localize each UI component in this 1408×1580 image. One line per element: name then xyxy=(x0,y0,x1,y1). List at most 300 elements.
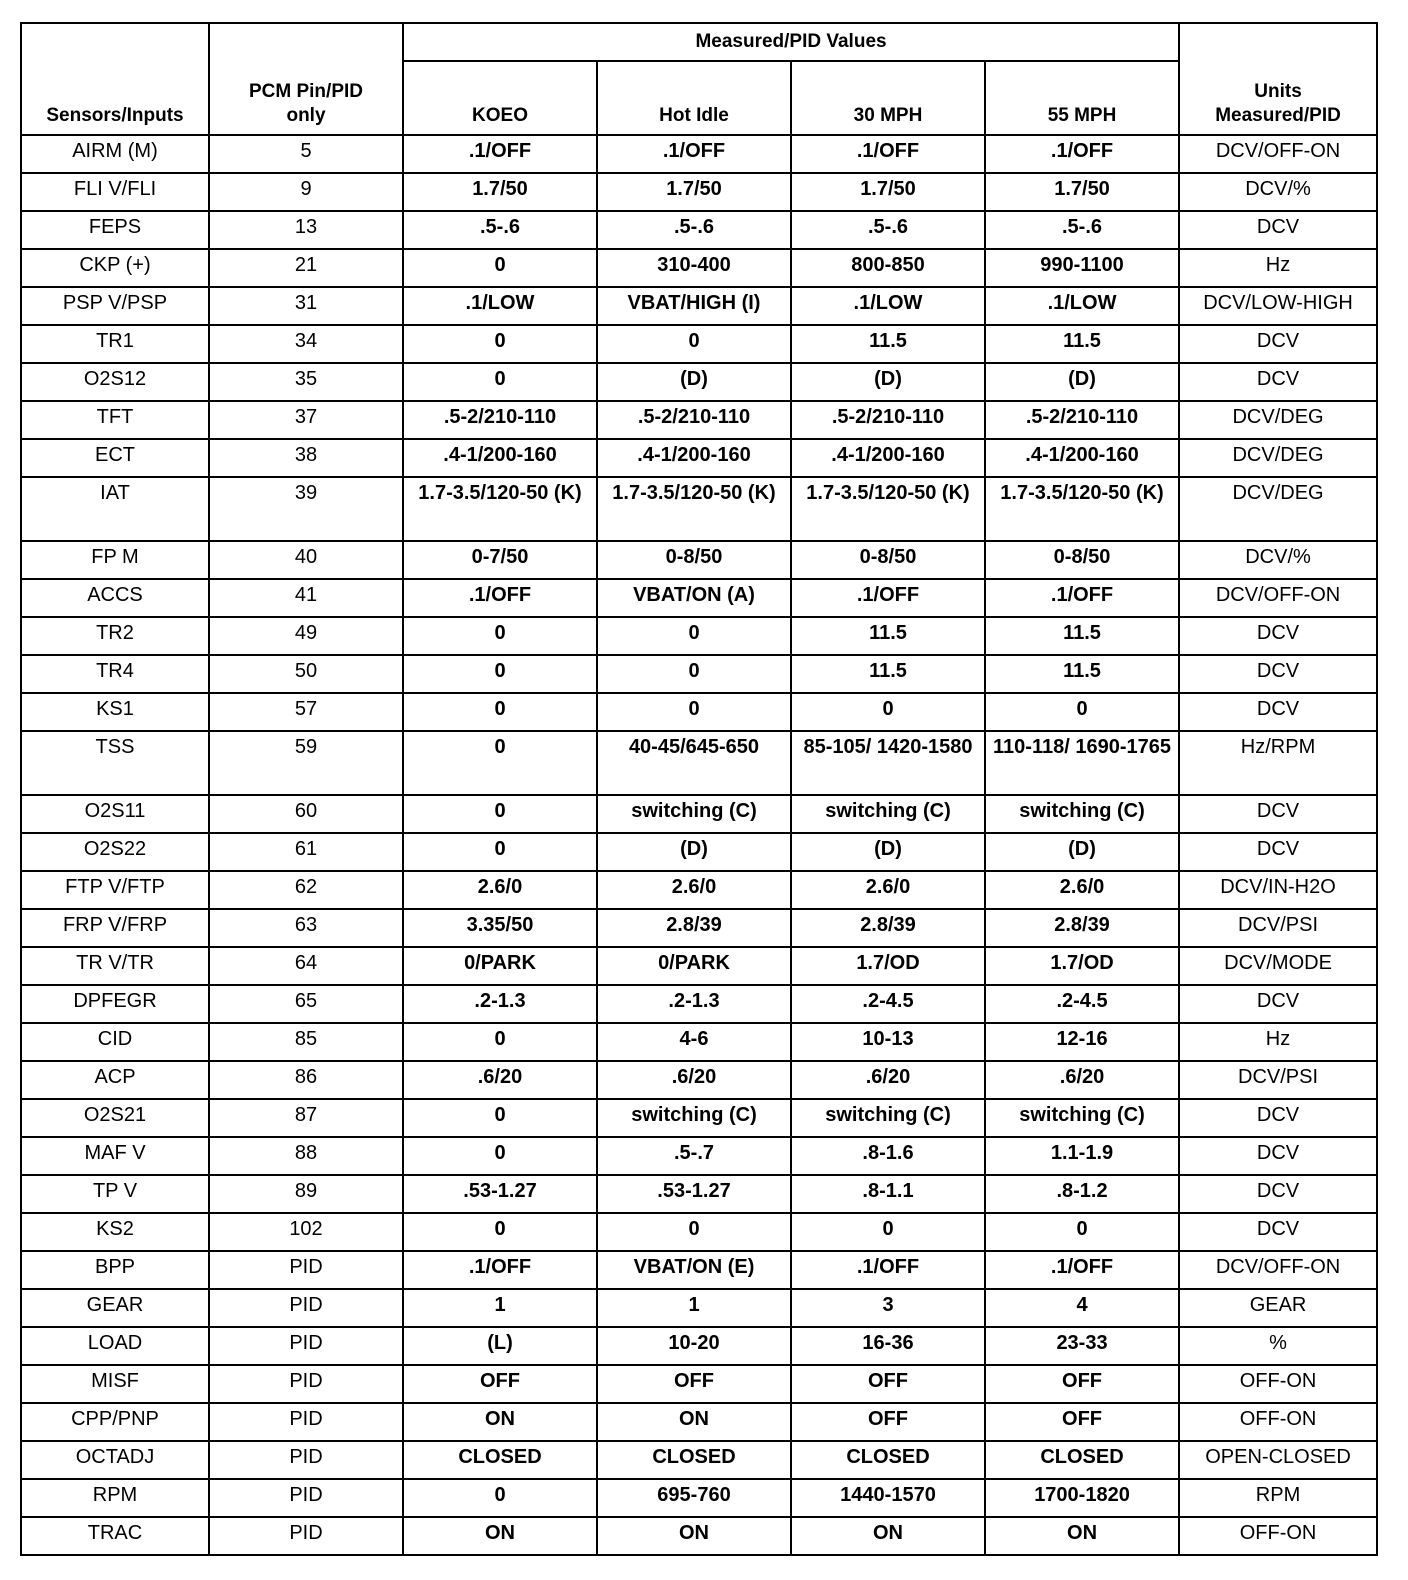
value-cell: .1/LOW xyxy=(403,287,597,325)
value-cell: 0 xyxy=(791,1213,985,1251)
value-cell: 40-45/645-650 xyxy=(597,731,791,795)
value-cell: 1.7-3.5/120-50 (K) xyxy=(985,477,1179,541)
sensor-cell: TR1 xyxy=(21,325,209,363)
value-cell: 2.6/0 xyxy=(985,871,1179,909)
value-cell: .6/20 xyxy=(597,1061,791,1099)
table-row xyxy=(21,1517,1377,1555)
pin-cell: 49 xyxy=(209,617,403,655)
table-row xyxy=(21,1023,1377,1061)
value-cell: 0 xyxy=(403,833,597,871)
value-cell: (D) xyxy=(597,363,791,401)
units-cell: DCV xyxy=(1179,325,1377,363)
value-cell: 1.1-1.9 xyxy=(985,1137,1179,1175)
pin-cell: 9 xyxy=(209,173,403,211)
sensor-cell: MAF V xyxy=(21,1137,209,1175)
value-cell: 0 xyxy=(403,1099,597,1137)
value-cell: (D) xyxy=(985,833,1179,871)
table-row xyxy=(21,363,1377,401)
value-cell: 0 xyxy=(597,1213,791,1251)
table-row xyxy=(21,1479,1377,1517)
table-row xyxy=(21,1175,1377,1213)
value-cell: 1 xyxy=(597,1289,791,1327)
value-cell: ON xyxy=(597,1403,791,1441)
value-cell: 0-8/50 xyxy=(791,541,985,579)
value-cell: 2.8/39 xyxy=(791,909,985,947)
value-cell: (D) xyxy=(985,363,1179,401)
pin-cell: 37 xyxy=(209,401,403,439)
units-cell: Hz xyxy=(1179,249,1377,287)
pin-cell: 41 xyxy=(209,579,403,617)
units-cell: Hz xyxy=(1179,1023,1377,1061)
table-row xyxy=(21,617,1377,655)
value-cell: .1/LOW xyxy=(791,287,985,325)
value-cell: .1/LOW xyxy=(985,287,1179,325)
value-cell: .5-.7 xyxy=(597,1137,791,1175)
sensor-cell: DPFEGR xyxy=(21,985,209,1023)
pin-cell: 5 xyxy=(209,135,403,173)
sensor-cell: TSS xyxy=(21,731,209,795)
table-row xyxy=(21,135,1377,173)
value-cell: .6/20 xyxy=(403,1061,597,1099)
units-cell: DCV/DEG xyxy=(1179,439,1377,477)
table-row xyxy=(21,655,1377,693)
units-cell: DCV/OFF-ON xyxy=(1179,135,1377,173)
value-cell: .8-1.1 xyxy=(791,1175,985,1213)
value-cell: .2-1.3 xyxy=(597,985,791,1023)
value-cell: .2-1.3 xyxy=(403,985,597,1023)
value-cell: switching (C) xyxy=(791,795,985,833)
value-cell: 1440-1570 xyxy=(791,1479,985,1517)
pin-cell: 60 xyxy=(209,795,403,833)
value-cell: switching (C) xyxy=(791,1099,985,1137)
value-cell: .5-.6 xyxy=(403,211,597,249)
pin-cell: 39 xyxy=(209,477,403,541)
value-cell: VBAT/ON (A) xyxy=(597,579,791,617)
sensor-cell: ACP xyxy=(21,1061,209,1099)
header-units xyxy=(1179,23,1377,135)
units-cell: DCV/OFF-ON xyxy=(1179,1251,1377,1289)
table-row xyxy=(21,1213,1377,1251)
value-cell: 1.7/50 xyxy=(403,173,597,211)
units-cell: OPEN-CLOSED xyxy=(1179,1441,1377,1479)
sensor-cell: FRP V/FRP xyxy=(21,909,209,947)
pin-cell: 57 xyxy=(209,693,403,731)
value-cell: 0 xyxy=(791,693,985,731)
units-cell: DCV/PSI xyxy=(1179,1061,1377,1099)
table-row xyxy=(21,1327,1377,1365)
value-cell: .1/OFF xyxy=(985,135,1179,173)
sensor-cell: CPP/PNP xyxy=(21,1403,209,1441)
sensor-cell: FLI V/FLI xyxy=(21,173,209,211)
pid-values-table xyxy=(20,22,1378,1556)
pin-cell: PID xyxy=(209,1517,403,1555)
value-cell: 110-118/ 1690-1765 xyxy=(985,731,1179,795)
header-pcm-pin xyxy=(209,23,403,135)
table-body xyxy=(21,135,1377,1555)
units-cell: OFF-ON xyxy=(1179,1365,1377,1403)
sensor-cell: FEPS xyxy=(21,211,209,249)
sensor-cell: TR4 xyxy=(21,655,209,693)
value-cell: 2.6/0 xyxy=(597,871,791,909)
value-cell: switching (C) xyxy=(597,1099,791,1137)
sensor-cell: OCTADJ xyxy=(21,1441,209,1479)
value-cell: 10-13 xyxy=(791,1023,985,1061)
units-cell: DCV xyxy=(1179,985,1377,1023)
value-cell: 1.7-3.5/120-50 (K) xyxy=(791,477,985,541)
sensor-cell: BPP xyxy=(21,1251,209,1289)
value-cell: (L) xyxy=(403,1327,597,1365)
sensor-cell: O2S12 xyxy=(21,363,209,401)
value-cell: 11.5 xyxy=(985,655,1179,693)
sensor-cell: PSP V/PSP xyxy=(21,287,209,325)
pin-cell: 40 xyxy=(209,541,403,579)
units-cell: DCV/% xyxy=(1179,173,1377,211)
table-row xyxy=(21,1403,1377,1441)
sensor-cell: RPM xyxy=(21,1479,209,1517)
sensor-cell: ECT xyxy=(21,439,209,477)
value-cell: 0 xyxy=(403,1479,597,1517)
pin-cell: 65 xyxy=(209,985,403,1023)
units-cell: DCV xyxy=(1179,617,1377,655)
value-cell: VBAT/HIGH (I) xyxy=(597,287,791,325)
value-cell: 12-16 xyxy=(985,1023,1179,1061)
table-row xyxy=(21,947,1377,985)
value-cell: 0 xyxy=(403,249,597,287)
pin-cell: 102 xyxy=(209,1213,403,1251)
pin-cell: PID xyxy=(209,1327,403,1365)
value-cell: .1/OFF xyxy=(791,1251,985,1289)
table-row xyxy=(21,795,1377,833)
sensor-cell: KS2 xyxy=(21,1213,209,1251)
header-55-mph: 55 MPH xyxy=(985,61,1179,135)
units-cell: DCV xyxy=(1179,1137,1377,1175)
value-cell: 1 xyxy=(403,1289,597,1327)
table-row xyxy=(21,1251,1377,1289)
table-row xyxy=(21,541,1377,579)
value-cell: 990-1100 xyxy=(985,249,1179,287)
value-cell: 1.7/50 xyxy=(791,173,985,211)
value-cell: 0 xyxy=(403,731,597,795)
pin-cell: 85 xyxy=(209,1023,403,1061)
value-cell: 2.8/39 xyxy=(597,909,791,947)
table-row xyxy=(21,693,1377,731)
value-cell: .4-1/200-160 xyxy=(791,439,985,477)
units-cell: DCV/OFF-ON xyxy=(1179,579,1377,617)
sensor-cell: IAT xyxy=(21,477,209,541)
value-cell: 0-8/50 xyxy=(597,541,791,579)
value-cell: 4 xyxy=(985,1289,1179,1327)
value-cell: 1.7/OD xyxy=(791,947,985,985)
value-cell: 2.6/0 xyxy=(791,871,985,909)
value-cell: .6/20 xyxy=(985,1061,1179,1099)
table-row xyxy=(21,1441,1377,1479)
units-cell: GEAR xyxy=(1179,1289,1377,1327)
units-cell: OFF-ON xyxy=(1179,1517,1377,1555)
value-cell: CLOSED xyxy=(985,1441,1179,1479)
value-cell: 0-8/50 xyxy=(985,541,1179,579)
value-cell: ON xyxy=(597,1517,791,1555)
table-row xyxy=(21,985,1377,1023)
value-cell: 3.35/50 xyxy=(403,909,597,947)
value-cell: 16-36 xyxy=(791,1327,985,1365)
value-cell: OFF xyxy=(791,1403,985,1441)
value-cell: .1/OFF xyxy=(985,1251,1179,1289)
pin-cell: 87 xyxy=(209,1099,403,1137)
value-cell: OFF xyxy=(985,1365,1179,1403)
table-row xyxy=(21,211,1377,249)
table-row xyxy=(21,1137,1377,1175)
table-row xyxy=(21,579,1377,617)
units-cell: DCV xyxy=(1179,655,1377,693)
value-cell: 0 xyxy=(403,795,597,833)
value-cell: .1/OFF xyxy=(403,135,597,173)
table-row xyxy=(21,325,1377,363)
value-cell: .5-.6 xyxy=(597,211,791,249)
table-row xyxy=(21,1365,1377,1403)
value-cell: 0 xyxy=(403,693,597,731)
sensor-cell: CKP (+) xyxy=(21,249,209,287)
header-sensors: Sensors/Inputs xyxy=(21,23,209,135)
value-cell: 310-400 xyxy=(597,249,791,287)
value-cell: .8-1.2 xyxy=(985,1175,1179,1213)
pin-cell: 34 xyxy=(209,325,403,363)
value-cell: .4-1/200-160 xyxy=(985,439,1179,477)
sensor-cell: MISF xyxy=(21,1365,209,1403)
sensor-cell: TR V/TR xyxy=(21,947,209,985)
sensor-cell: O2S11 xyxy=(21,795,209,833)
value-cell: 695-760 xyxy=(597,1479,791,1517)
value-cell: 1.7/50 xyxy=(597,173,791,211)
value-cell: 0 xyxy=(985,1213,1179,1251)
value-cell: CLOSED xyxy=(791,1441,985,1479)
pin-cell: PID xyxy=(209,1403,403,1441)
table-row xyxy=(21,1289,1377,1327)
value-cell: 0 xyxy=(403,363,597,401)
value-cell: 0 xyxy=(597,617,791,655)
value-cell: 0 xyxy=(597,693,791,731)
header-hot-idle: Hot Idle xyxy=(597,61,791,135)
value-cell: 800-850 xyxy=(791,249,985,287)
header-pin-line1: PCM Pin/PID xyxy=(248,81,363,102)
value-cell: 1.7-3.5/120-50 (K) xyxy=(403,477,597,541)
header-pin-line2: only xyxy=(286,105,326,126)
table-row xyxy=(21,833,1377,871)
value-cell: .1/OFF xyxy=(403,1251,597,1289)
value-cell: 4-6 xyxy=(597,1023,791,1061)
value-cell: .1/OFF xyxy=(403,579,597,617)
pin-cell: 62 xyxy=(209,871,403,909)
value-cell: (D) xyxy=(597,833,791,871)
value-cell: OFF xyxy=(791,1365,985,1403)
value-cell: ON xyxy=(985,1517,1179,1555)
value-cell: OFF xyxy=(403,1365,597,1403)
value-cell: ON xyxy=(403,1403,597,1441)
value-cell: CLOSED xyxy=(403,1441,597,1479)
sensor-cell: LOAD xyxy=(21,1327,209,1365)
value-cell: 0 xyxy=(597,325,791,363)
units-cell: OFF-ON xyxy=(1179,1403,1377,1441)
value-cell: 0-7/50 xyxy=(403,541,597,579)
value-cell: ON xyxy=(791,1517,985,1555)
units-cell: DCV xyxy=(1179,693,1377,731)
units-cell: DCV/DEG xyxy=(1179,477,1377,541)
table-row xyxy=(21,909,1377,947)
value-cell: (D) xyxy=(791,363,985,401)
table-row xyxy=(21,287,1377,325)
value-cell: 0 xyxy=(403,1023,597,1061)
value-cell: OFF xyxy=(985,1403,1179,1441)
pin-cell: 64 xyxy=(209,947,403,985)
value-cell: 0/PARK xyxy=(597,947,791,985)
value-cell: .53-1.27 xyxy=(403,1175,597,1213)
table-row xyxy=(21,1099,1377,1137)
sensor-cell: FTP V/FTP xyxy=(21,871,209,909)
sensor-cell: O2S21 xyxy=(21,1099,209,1137)
value-cell: 0 xyxy=(597,655,791,693)
value-cell: .5-.6 xyxy=(985,211,1179,249)
value-cell: .53-1.27 xyxy=(597,1175,791,1213)
value-cell: 1700-1820 xyxy=(985,1479,1179,1517)
pin-cell: 38 xyxy=(209,439,403,477)
pin-cell: PID xyxy=(209,1289,403,1327)
pin-cell: PID xyxy=(209,1479,403,1517)
value-cell: switching (C) xyxy=(597,795,791,833)
value-cell: .2-4.5 xyxy=(791,985,985,1023)
units-cell: DCV/% xyxy=(1179,541,1377,579)
value-cell: .4-1/200-160 xyxy=(403,439,597,477)
pin-cell: PID xyxy=(209,1251,403,1289)
value-cell: 0 xyxy=(403,325,597,363)
sensor-cell: TR2 xyxy=(21,617,209,655)
sensor-cell: CID xyxy=(21,1023,209,1061)
units-cell: DCV xyxy=(1179,211,1377,249)
value-cell: 0 xyxy=(403,655,597,693)
sensor-cell: TRAC xyxy=(21,1517,209,1555)
pin-cell: 21 xyxy=(209,249,403,287)
sensor-cell: TP V xyxy=(21,1175,209,1213)
pin-cell: 86 xyxy=(209,1061,403,1099)
value-cell: 0 xyxy=(403,1213,597,1251)
value-cell: OFF xyxy=(597,1365,791,1403)
value-cell: .1/OFF xyxy=(791,135,985,173)
pin-cell: 89 xyxy=(209,1175,403,1213)
table-row xyxy=(21,401,1377,439)
header-units-line2: Measured/PID xyxy=(1215,105,1341,126)
header-koeo: KOEO xyxy=(403,61,597,135)
pin-cell: 50 xyxy=(209,655,403,693)
table-row xyxy=(21,1061,1377,1099)
value-cell: .2-4.5 xyxy=(985,985,1179,1023)
value-cell: 0/PARK xyxy=(403,947,597,985)
table-header xyxy=(21,23,1377,135)
value-cell: 0 xyxy=(985,693,1179,731)
value-cell: .5-2/210-110 xyxy=(791,401,985,439)
value-cell: 0 xyxy=(403,1137,597,1175)
units-cell: Hz/RPM xyxy=(1179,731,1377,795)
value-cell: 11.5 xyxy=(985,617,1179,655)
pin-cell: 63 xyxy=(209,909,403,947)
header-measured-values: Measured/PID Values xyxy=(403,23,1179,61)
value-cell: VBAT/ON (E) xyxy=(597,1251,791,1289)
units-cell: DCV xyxy=(1179,363,1377,401)
value-cell: 10-20 xyxy=(597,1327,791,1365)
units-cell: DCV/PSI xyxy=(1179,909,1377,947)
units-cell: DCV/LOW-HIGH xyxy=(1179,287,1377,325)
value-cell: 11.5 xyxy=(791,655,985,693)
units-cell: DCV xyxy=(1179,1099,1377,1137)
sensor-cell: AIRM (M) xyxy=(21,135,209,173)
value-cell: switching (C) xyxy=(985,1099,1179,1137)
pin-cell: PID xyxy=(209,1441,403,1479)
table-row xyxy=(21,477,1377,541)
pin-cell: 35 xyxy=(209,363,403,401)
value-cell: (D) xyxy=(791,833,985,871)
value-cell: 0 xyxy=(403,617,597,655)
sensor-cell: KS1 xyxy=(21,693,209,731)
value-cell: .8-1.6 xyxy=(791,1137,985,1175)
sensor-cell: O2S22 xyxy=(21,833,209,871)
pin-cell: 31 xyxy=(209,287,403,325)
value-cell: 11.5 xyxy=(791,325,985,363)
table-row xyxy=(21,731,1377,795)
units-cell: DCV xyxy=(1179,833,1377,871)
units-cell: DCV xyxy=(1179,1213,1377,1251)
pin-cell: 61 xyxy=(209,833,403,871)
sensor-cell: GEAR xyxy=(21,1289,209,1327)
value-cell: ON xyxy=(403,1517,597,1555)
pin-cell: 13 xyxy=(209,211,403,249)
value-cell: 1.7/OD xyxy=(985,947,1179,985)
sensor-cell: TFT xyxy=(21,401,209,439)
value-cell: .6/20 xyxy=(791,1061,985,1099)
value-cell: 23-33 xyxy=(985,1327,1179,1365)
header-30-mph: 30 MPH xyxy=(791,61,985,135)
value-cell: 11.5 xyxy=(985,325,1179,363)
units-cell: DCV/MODE xyxy=(1179,947,1377,985)
value-cell: 1.7/50 xyxy=(985,173,1179,211)
sensor-cell: ACCS xyxy=(21,579,209,617)
units-cell: % xyxy=(1179,1327,1377,1365)
units-cell: DCV xyxy=(1179,795,1377,833)
table-row xyxy=(21,249,1377,287)
pin-cell: PID xyxy=(209,1365,403,1403)
units-cell: DCV/IN-H2O xyxy=(1179,871,1377,909)
value-cell: switching (C) xyxy=(985,795,1179,833)
table-row xyxy=(21,871,1377,909)
units-cell: DCV/DEG xyxy=(1179,401,1377,439)
value-cell: .5-2/210-110 xyxy=(597,401,791,439)
table-row xyxy=(21,173,1377,211)
value-cell: 3 xyxy=(791,1289,985,1327)
sensor-cell: FP M xyxy=(21,541,209,579)
value-cell: 11.5 xyxy=(791,617,985,655)
units-cell: RPM xyxy=(1179,1479,1377,1517)
table-row xyxy=(21,439,1377,477)
value-cell: 2.6/0 xyxy=(403,871,597,909)
value-cell: .1/OFF xyxy=(791,579,985,617)
value-cell: 2.8/39 xyxy=(985,909,1179,947)
units-cell: DCV xyxy=(1179,1175,1377,1213)
value-cell: .1/OFF xyxy=(985,579,1179,617)
pin-cell: 88 xyxy=(209,1137,403,1175)
value-cell: .4-1/200-160 xyxy=(597,439,791,477)
header-units-line1: Units xyxy=(1254,81,1302,102)
pid-table-sheet xyxy=(20,22,1378,1556)
pin-cell: 59 xyxy=(209,731,403,795)
value-cell: 1.7-3.5/120-50 (K) xyxy=(597,477,791,541)
value-cell: .1/OFF xyxy=(597,135,791,173)
value-cell: .5-2/210-110 xyxy=(403,401,597,439)
